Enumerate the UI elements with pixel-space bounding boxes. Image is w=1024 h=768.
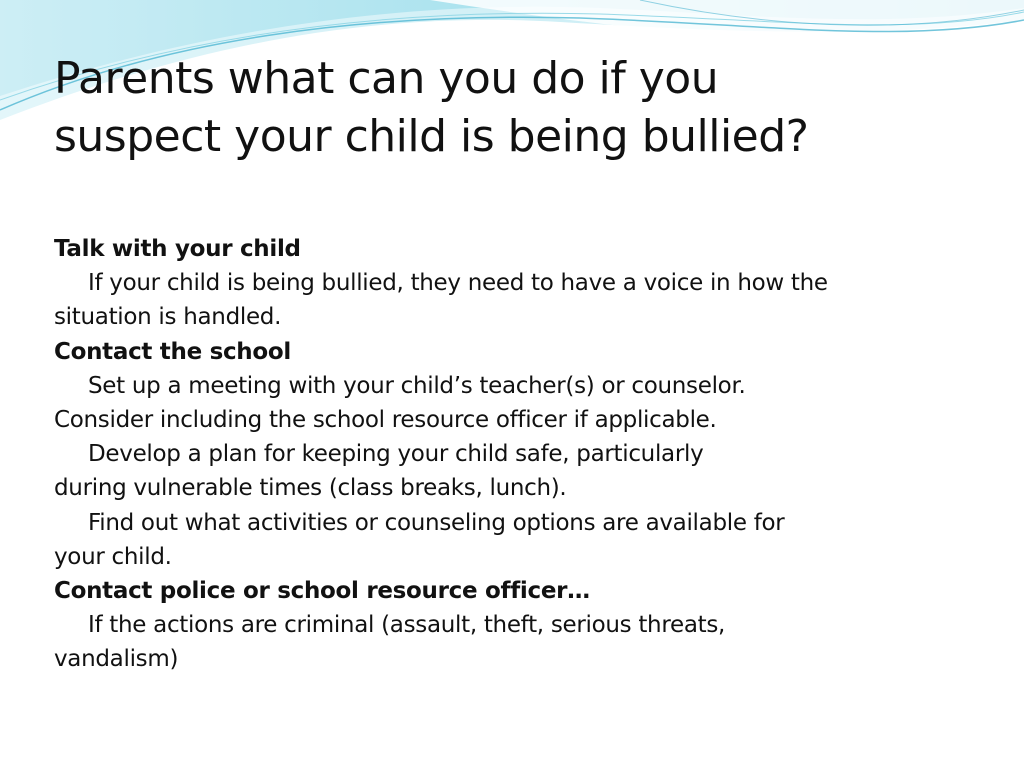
bullet-continuation: vandalism) xyxy=(54,646,179,673)
slide-body xyxy=(54,232,984,677)
bullet-text: Find out what activities or counseling options are available for xyxy=(88,509,785,536)
bullet-line xyxy=(54,506,984,540)
bullet-line xyxy=(54,369,984,403)
section-heading-school: Contact the school xyxy=(54,338,291,365)
section-heading-talk: Talk with your child xyxy=(54,236,301,262)
bullet-text: Develop a plan for keeping your child safe, particularly xyxy=(88,441,704,468)
bullet-continuation: your child. xyxy=(54,543,172,570)
bullet-continuation: situation is handled. xyxy=(54,304,282,331)
bullet-text: If your child is being bullied, they need to have a voice in how the xyxy=(88,270,828,297)
bullet-line xyxy=(54,437,984,471)
bullet-line xyxy=(54,608,984,642)
bullet-continuation: during vulnerable times (class breaks, lunch). xyxy=(54,475,567,502)
bullet-text: If the actions are criminal (assault, theft, serious threats, xyxy=(88,612,726,639)
bullet-line xyxy=(54,266,984,300)
bullet-continuation: Consider including the school resource officer if applicable. xyxy=(54,407,717,434)
slide-title-line-1: Parents what can you do if you xyxy=(54,53,719,104)
section-heading-police: Contact police or school resource officer… xyxy=(54,578,590,605)
slide-title xyxy=(54,50,984,166)
bullet-text: Set up a meeting with your child’s teacher(s) or counselor. xyxy=(88,372,746,399)
slide-title-line-2: suspect your child is being bullied? xyxy=(54,111,809,162)
